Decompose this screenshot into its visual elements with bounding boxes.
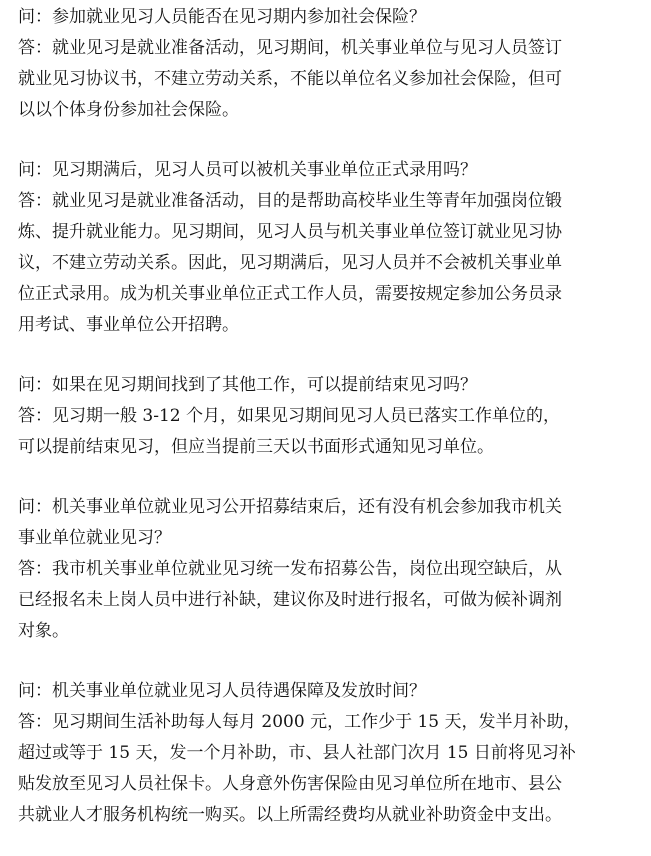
answer-line: 答：见习期一般 3-12 个月，如果见习期间见习人员已落实工作单位的，	[18, 406, 560, 426]
question-text	[18, 2, 643, 33]
qa-item-social-insurance	[18, 2, 643, 126]
question-text	[18, 676, 643, 707]
question-text	[18, 155, 643, 186]
answer-line: 答：就业见习是就业准备活动，见习期间，机关事业单位与见习人员签订	[18, 38, 562, 58]
qa-item-formal-employment	[18, 155, 643, 341]
question-text	[18, 370, 643, 401]
answer-text	[18, 554, 643, 647]
qa-item-early-termination	[18, 370, 643, 463]
answer-line: 就业见习协议书，不建立劳动关系，不能以单位名义参加社会保险，但可	[18, 69, 562, 89]
qa-item-allowance	[18, 676, 643, 831]
answer-line: 议，不建立劳动关系。因此，见习期满后，见习人员并不会被机关事业单	[18, 253, 562, 273]
answer-line: 贴发放至见习人员社保卡。人身意外伤害保险由见习单位所在地市、县公	[18, 774, 562, 794]
answer-line: 用考试、事业单位公开招聘。	[18, 315, 239, 335]
answer-text	[18, 401, 643, 463]
qa-item-late-application	[18, 492, 643, 647]
answer-line: 可以提前结束见习，但应当提前三天以书面形式通知见习单位。	[18, 437, 494, 457]
answer-line: 已经报名未上岗人员中进行补缺，建议你及时进行报名，可做为候补调剂	[18, 590, 562, 610]
answer-line: 炼、提升就业能力。见习期间，见习人员与机关事业单位签订就业见习协	[18, 222, 562, 242]
answer-line: 答：见习期间生活补助每人每月 2000 元，工作少于 15 天，发半月补助，	[18, 712, 581, 732]
question-line: 问：参加就业见习人员能否在见习期内参加社会保险？	[18, 7, 426, 27]
answer-line: 以以个体身份参加社会保险。	[18, 100, 239, 120]
question-line: 问：见习期满后，见习人员可以被机关事业单位正式录用吗？	[18, 160, 477, 180]
answer-line: 位正式录用。成为机关事业单位正式工作人员，需要按规定参加公务员录	[18, 284, 562, 304]
answer-text	[18, 186, 643, 341]
answer-text	[18, 33, 643, 126]
question-line: 问：机关事业单位就业见习人员待遇保障及发放时间？	[18, 681, 426, 701]
answer-line: 答：就业见习是就业准备活动，目的是帮助高校毕业生等青年加强岗位锻	[18, 191, 562, 211]
answer-line: 对象。	[18, 621, 69, 641]
question-text	[18, 492, 643, 554]
answer-line: 共就业人才服务机构统一购买。以上所需经费均从就业补助资金中支出。	[18, 805, 562, 825]
answer-line: 超过或等于 15 天，发一个月补助，市、县人社部门次月 15 日前将见习补	[18, 743, 576, 763]
answer-text	[18, 707, 643, 831]
question-line: 事业单位就业见习？	[18, 528, 171, 548]
answer-line: 答：我市机关事业单位就业见习统一发布招募公告，岗位出现空缺后，从	[18, 559, 562, 579]
question-line: 问：机关事业单位就业见习公开招募结束后，还有没有机会参加我市机关	[18, 497, 562, 517]
question-line: 问：如果在见习期间找到了其他工作，可以提前结束见习吗？	[18, 375, 477, 395]
